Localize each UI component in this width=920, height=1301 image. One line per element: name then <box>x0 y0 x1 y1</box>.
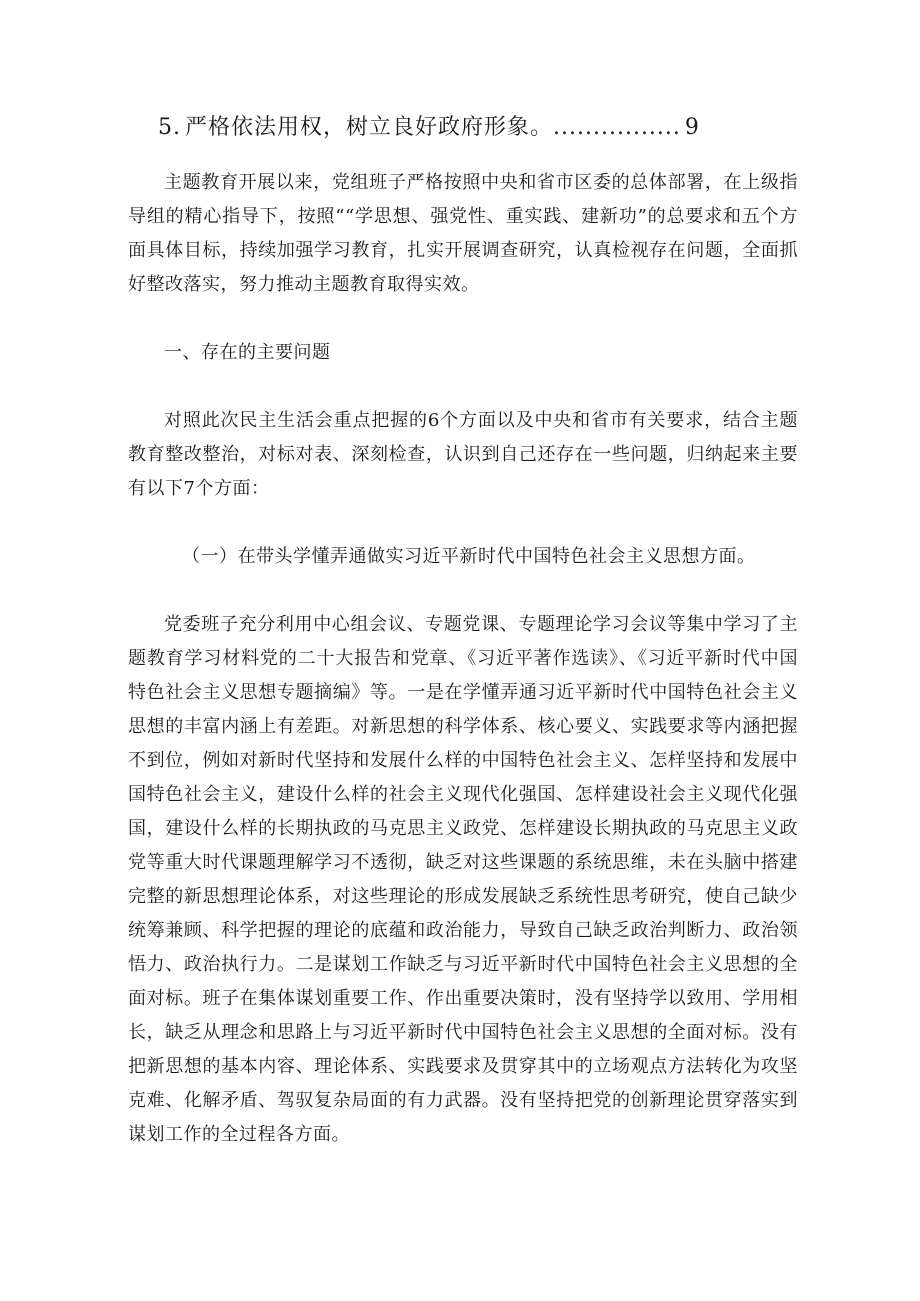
toc-entry[interactable] <box>158 113 778 143</box>
subsection-heading-1: （一）在带头学懂弄通做实习近平新时代中国特色社会主义思想方面。 <box>182 546 756 567</box>
section-intro-paragraph: 对照此次民主生活会重点把握的6个方面以及中央和省市有关要求，结合主题教育整改整治，对标对表、深刻检查，认识到自己还存在一些问题，归纳起来主要有以下7个方面： <box>128 410 798 499</box>
toc-entry-leader: ................ <box>553 115 681 140</box>
toc-entry-title: 严格依法用权，树立良好政府形象。 <box>185 115 554 140</box>
toc-entry-page-number: 9 <box>684 115 700 140</box>
section-heading-main-problems: 一、存在的主要问题 <box>164 342 331 363</box>
intro-paragraph: 主题教育开展以来，党组班子严格按照中央和省市区委的总体部署，在上级指导组的精心指导下，按照““学思想、强党性、重实践、建新功”的总要求和五个方面具体目标，持续加强学习教育，扎实开展调查研究，认真检视存在问题，全面抓好整改落实，努力推动主题教育取得实效。 <box>128 172 798 295</box>
toc-entry-number: 5. <box>158 115 181 140</box>
subsection-body-paragraph: 党委班子充分利用中心组会议、专题党课、专题理论学习会议等集中学习了主题教育学习材料党的二十大报告和党章、《习近平著作选读》、《习近平新时代中国特色社会主义思想专题摘编》等。一是在学懂弄通习近平新时代中国特色社会主义思想的丰富内涵上有差距。对新思想的科学体系、核心要义、实践要求等内涵把握不到位，例如对新时代坚持和发展什么样的中国特色社会主义、怎样坚持和发展中国特色社会主义，建设什么样的社会主义现代化强国、怎样建设社会主义现代化强国，建设什么样的长期执政的马克思主义政党、怎样建设长期执政的马克思主义政党等重大时代课题理解学习不透彻，缺乏对这些课题的系统思维，未在头脑中搭建完整的新思想理论体系，对这些理论的形成发展缺乏系统性思考研究，使自己缺少统筹兼顾、科学把握的理论的底蕴和政治能力，导致自己缺乏政治判断力、政治领悟力、政治执行力。二是谋划工作缺乏与习近平新时代中国特色社会主义思想的全面对标。班子在集体谋划重要工作、作出重要决策时，没有坚持学以致用、学用相长，缺乏从理念和思路上与习近平新时代中国特色社会主义思想的全面对标。没有把新思想的基本内容、理论体系、实践要求及贯穿其中的立场观点方法转化为攻坚克难、化解矛盾、驾驭复杂局面的有力武器。没有坚持把党的创新理论贯穿落实到谋划工作的全过程各方面。 <box>128 614 798 1145</box>
